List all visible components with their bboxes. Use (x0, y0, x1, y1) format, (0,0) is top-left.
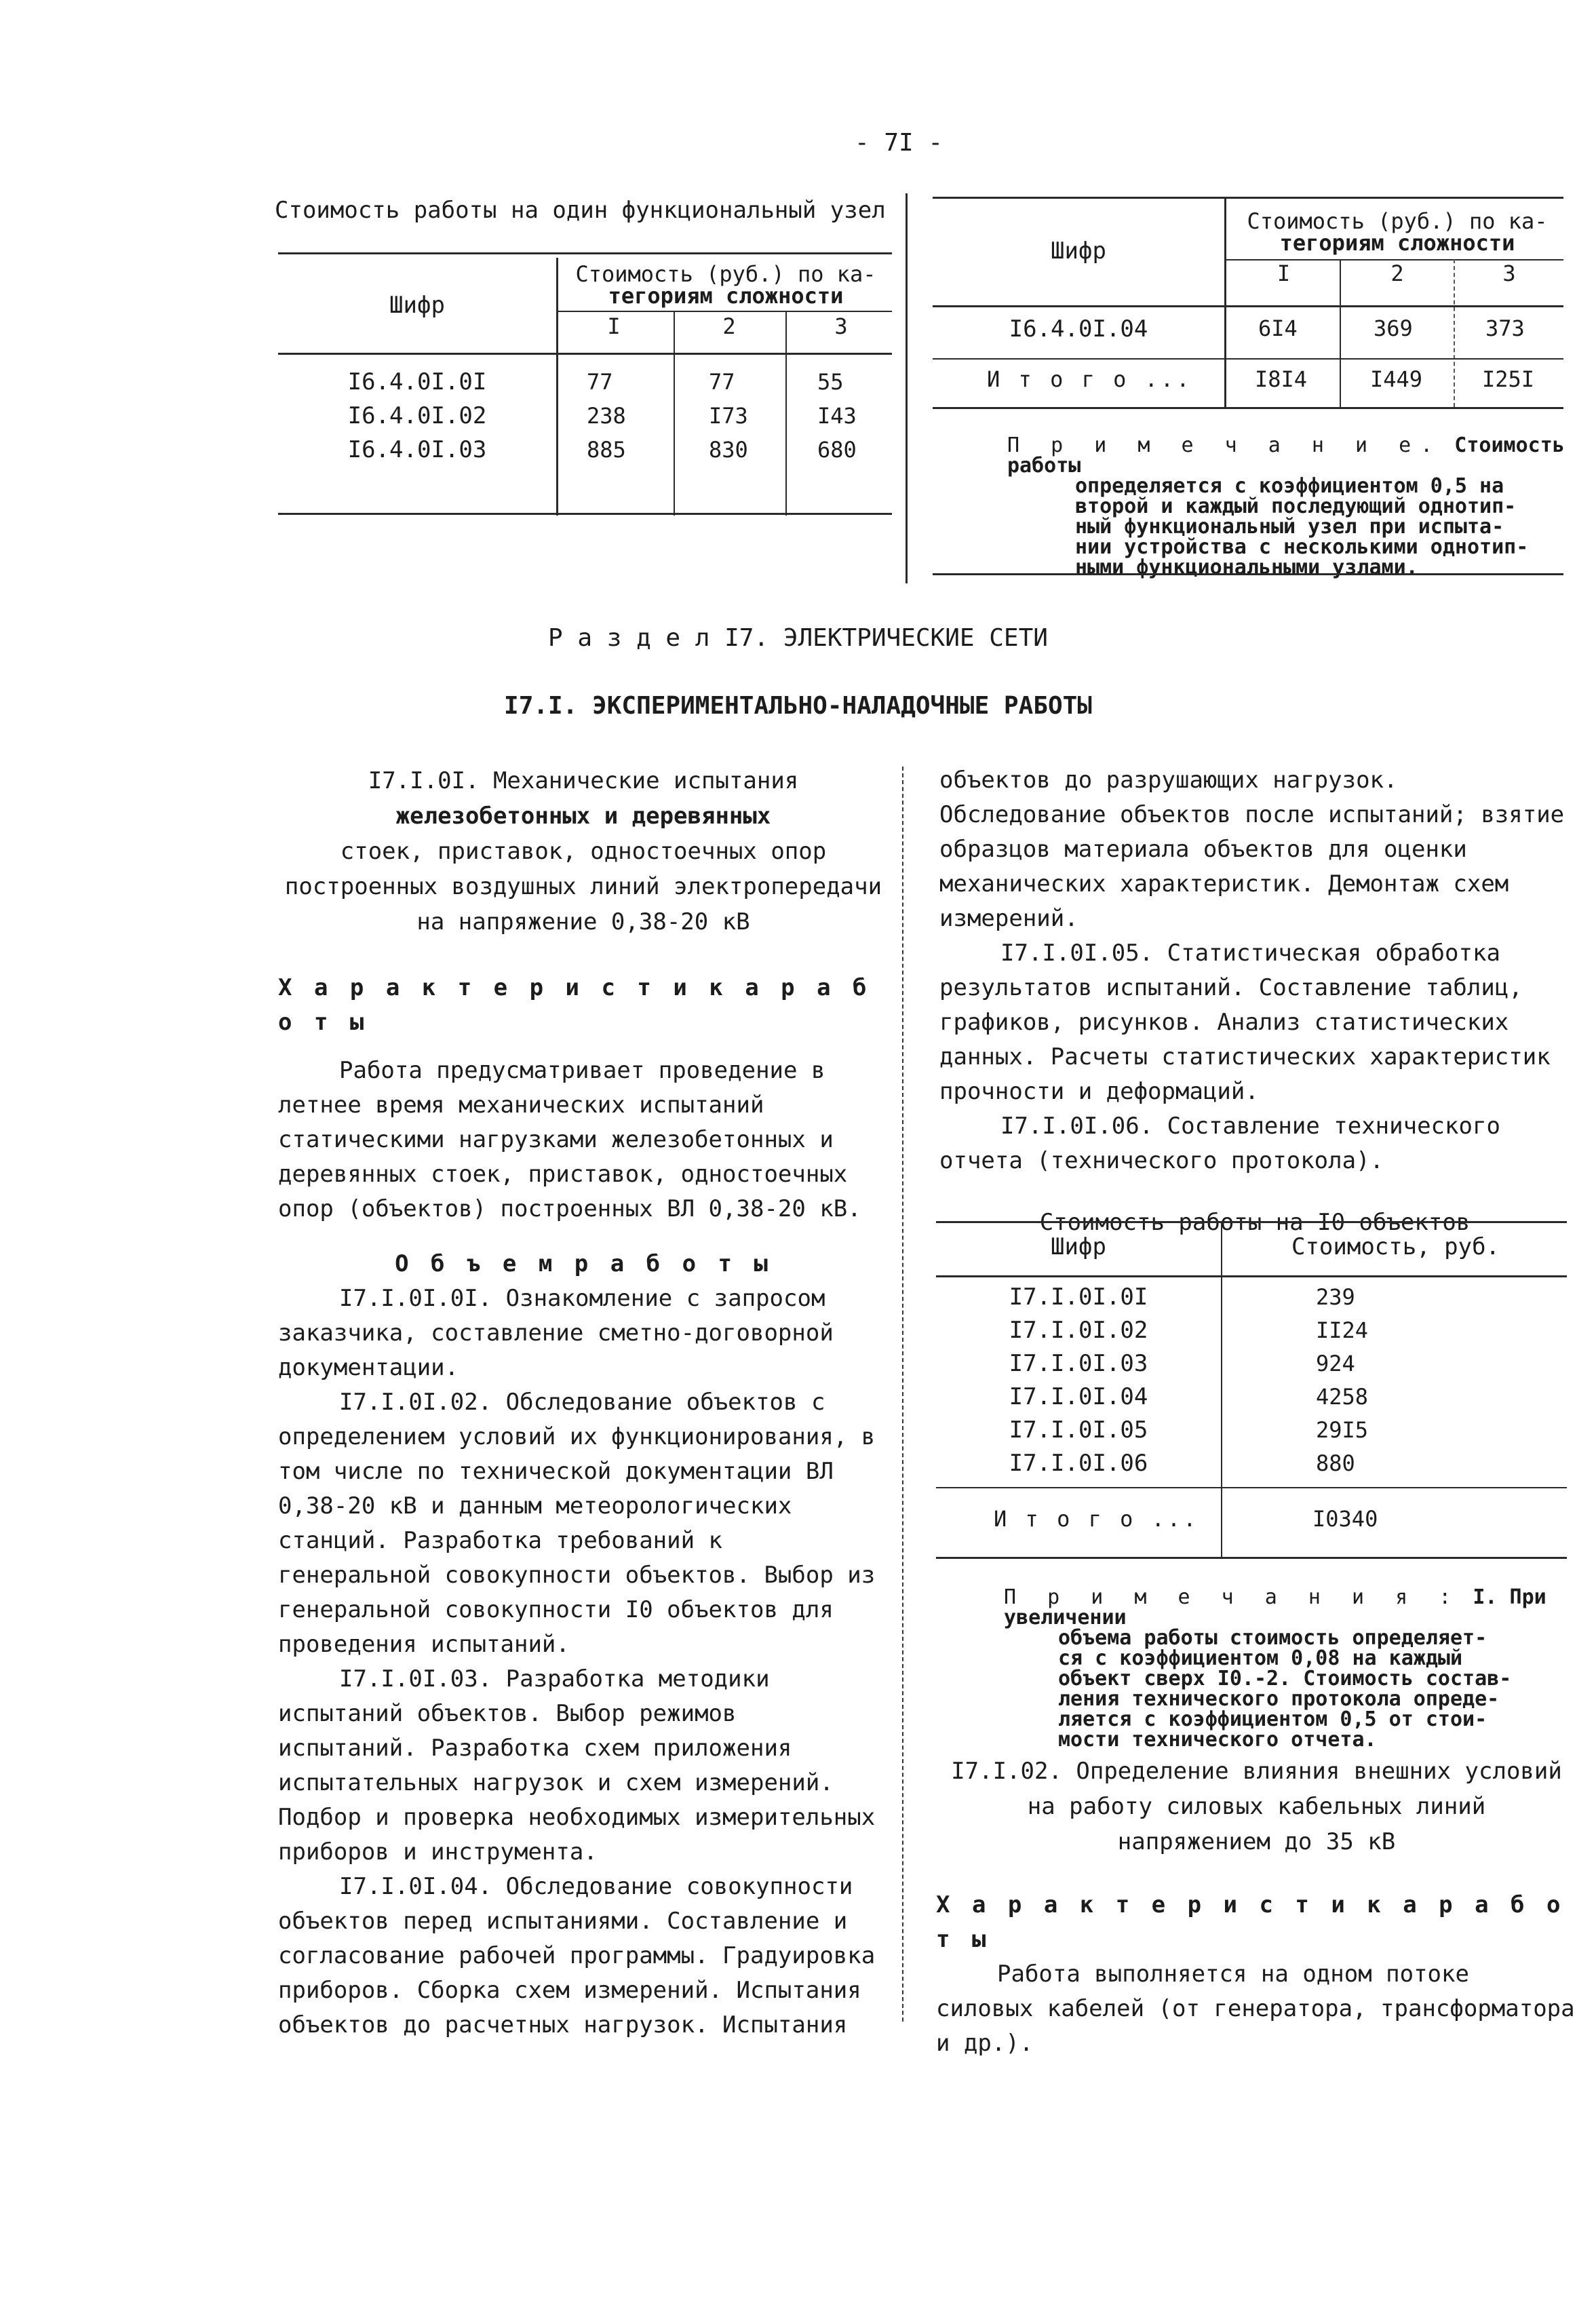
total-cell: I25I (1482, 366, 1535, 392)
table-row-code: I6.4.0I.04 (1009, 315, 1148, 343)
table-caption: Стоимость работы на один функциональный узел (275, 197, 886, 224)
heading-line: на работу силовых кабельных линий (1027, 1793, 1486, 1820)
cell: 238 (587, 403, 626, 429)
note-line-1 (1007, 433, 1570, 478)
table-row-code: I7.I.0I.02 (1009, 1317, 1148, 1344)
cell: 830 (709, 437, 748, 463)
table-top-rule (936, 1221, 1567, 1223)
cell: 55 (817, 369, 844, 395)
heading-line: I7.I.02. Определение влияния внешних условий (951, 1758, 1562, 1785)
cat-1-header: I (1277, 260, 1291, 286)
paragraph-04-continued: объектов до разрушающих нагрузок. Обследование объектов после испытаний; взятие образцов материала объектов для оценки механических характеристик. Демонтаж схем измерений. (939, 767, 1565, 932)
col-code-header: Шифр (389, 292, 445, 319)
cost-table-objects (936, 1221, 1567, 1560)
col-divider (785, 312, 787, 516)
col-cost-header (560, 263, 892, 307)
cost-table-right (933, 197, 1563, 577)
cat3-column (817, 365, 892, 467)
code-column (936, 1281, 1221, 1480)
note-text: Стоимость работы (1007, 433, 1565, 478)
note-line: ный функциональный узел при испыта- (1075, 515, 1504, 539)
paragraph-01: I7.I.0I.0I. Ознакомление с запросом заказчика, составление сметно-договорной документации. (278, 1285, 834, 1381)
cell: 77 (709, 369, 735, 395)
paragraph-02: I7.I.0I.02. Обследование объектов с определением условий их функционирования, в том числе по технической документации ВЛ 0,38-20 кВ и данным метеорологических станций. Разработка требований к генеральной совокупности объектов. Выбор из генеральной совокупности I0 объектов для проведения испытаний. (278, 1389, 876, 1658)
characteristic-text: Работа выполняется на одном потоке силовых кабелей (от генератора, трансформатора и др.). (936, 1960, 1575, 2057)
row-rule (936, 1487, 1567, 1488)
note-line: определяется с коэффициентом 0,5 на (1075, 474, 1504, 498)
cat2-column (709, 365, 783, 467)
note-line: объект сверх I0.-2. Стоимость состав- (1058, 1667, 1512, 1691)
table-bottom-rule (278, 513, 892, 515)
page-number: - 7I - (855, 129, 943, 157)
heading-line: построенных воздушных линий электропередачи (284, 873, 882, 900)
cell: 373 (1485, 315, 1525, 341)
cost-table-left (278, 258, 892, 516)
code-column (278, 365, 556, 467)
table-row-code: I7.I.0I.03 (1009, 1350, 1148, 1377)
column-separator (902, 767, 903, 2022)
table-note (1007, 433, 1570, 579)
cell: I43 (817, 403, 857, 429)
note-line: ления технического протокола опреде- (1058, 1687, 1500, 1711)
column-separator (906, 193, 908, 583)
characteristic-title: Х а р а к т е р и с т и к а р а б о т ы (278, 974, 871, 1036)
col-cost-header-line2: тегориям сложности (608, 283, 844, 309)
note-text: I. При увеличении (1004, 1585, 1546, 1629)
table-row-code: I7.I.0I.05 (1009, 1416, 1148, 1444)
col-cost-header-line2: тегориям сложности (1279, 230, 1515, 256)
paragraph-04: I7.I.0I.04. Обследование совокупности объектов перед испытаниями. Составление и согласование рабочей программы. Градуировка приборов. Сборка схем измерений. Испытания объектов до расчетных нагрузок. Испытания (278, 1873, 876, 2039)
col-cost-header-line1: Стоимость (руб.) по ка- (575, 261, 876, 287)
cell: 77 (587, 369, 613, 395)
cat-3-header: 3 (834, 313, 848, 339)
note-line: нии устройства с несколькими однотип- (1075, 535, 1529, 559)
cat1-column (587, 365, 668, 467)
cell: II24 (1316, 1317, 1369, 1343)
header-bottom-rule (278, 353, 892, 355)
cell: 680 (817, 437, 857, 463)
table-bottom-rule (936, 1557, 1567, 1559)
table-row-code: I7.I.0I.0I (1009, 1283, 1148, 1311)
note-label: П р и м е ч а н и я : (1004, 1585, 1461, 1609)
characteristic-title: Х а р а к т е р и с т и к а р а б о т ы (936, 1891, 1565, 1953)
cost-column (1316, 1281, 1519, 1480)
row-rule (933, 358, 1563, 360)
table-row-code: I6.4.0I.0I (347, 368, 487, 395)
heading-line: напряжением до 35 кВ (1117, 1828, 1396, 1855)
cat-3-header: 3 (1502, 260, 1516, 286)
section-subtitle: I7.I. ЭКСПЕРИМЕНТАЛЬНО-НАЛАДОЧНЫЕ РАБОТЫ (504, 692, 1092, 720)
section-title: Р а з д е л I7. ЭЛЕКТРИЧЕСКИЕ СЕТИ (548, 624, 1048, 652)
cell: 239 (1316, 1284, 1355, 1310)
table-bottom-rule (933, 407, 1563, 409)
note-line: мости технического отчета. (1058, 1728, 1377, 1752)
table-row-code: I6.4.0I.02 (347, 402, 487, 429)
col-divider (1454, 259, 1455, 407)
total-cell: I449 (1370, 366, 1423, 392)
cell: I73 (709, 403, 748, 429)
col-divider (556, 258, 558, 516)
subsection-2 (936, 1754, 1577, 2061)
cell: 369 (1374, 315, 1413, 341)
col-divider (1224, 197, 1226, 407)
heading-line: на напряжение 0,38-20 кВ (416, 908, 750, 935)
table-row-code: I6.4.0I.03 (347, 436, 487, 463)
subsection-heading (936, 1754, 1577, 1859)
paragraph-06: I7.I.0I.06. Составление технического отчета (технического протокола). (939, 1113, 1500, 1174)
header-bottom-rule (933, 305, 1563, 307)
note-label: П р и м е ч а н и е. (1007, 433, 1443, 457)
table-row-code: I7.I.0I.06 (1009, 1450, 1148, 1477)
heading-line: I7.I.0I. Механические испытания (368, 767, 799, 794)
paragraph-05: I7.I.0I.05. Статистическая обработка результатов испытаний. Составление таблиц, графиков, рисунков. Анализ статистических данных. Расчеты статистических характеристик прочности и деформаций. (939, 940, 1551, 1105)
col-cost-header: Стоимость, руб. (1291, 1233, 1500, 1260)
note-line: ными функциональными узлами. (1075, 556, 1418, 579)
col-cost-header (1231, 210, 1563, 254)
right-column (939, 763, 1570, 1240)
paragraph-03: I7.I.0I.03. Разработка методики испытаний объектов. Выбор режимов испытаний. Разработка схем приложения испытательных нагрузок и схем измерений. Подбор и проверка необходимых измерительных приборов и инструмента. (278, 1665, 876, 1866)
subsection-heading (278, 763, 889, 940)
table-note (1004, 1587, 1574, 1750)
total-cell: I0340 (1312, 1506, 1378, 1532)
scope-title: О б ъ е м р а б о т ы (395, 1250, 772, 1277)
col-cost-header-line1: Стоимость (руб.) по ка- (1247, 208, 1548, 234)
total-cell: I8I4 (1255, 366, 1308, 392)
characteristic-text: Работа предусматривает проведение в летнее время механических испытаний статическими нагрузками железобетонных и деревянных стоек, приставок, одностоечных опор (объектов) построенных ВЛ 0,38-20 кВ. (278, 1057, 861, 1222)
cat-2-header: 2 (1390, 260, 1404, 286)
note-line-1 (1004, 1587, 1574, 1628)
table-row-code: I7.I.0I.04 (1009, 1383, 1148, 1410)
header-bottom-rule (936, 1275, 1567, 1277)
cat-2-header: 2 (722, 313, 736, 339)
col-divider (674, 312, 675, 516)
heading-line: стоек, приставок, одностоечных опор (340, 838, 827, 865)
total-label: И т о г о ... (994, 1506, 1199, 1532)
note-line: второй и каждый последующий однотип- (1075, 495, 1517, 518)
heading-line: железобетонных и деревянных (395, 803, 771, 830)
cell: 924 (1316, 1351, 1355, 1376)
col-code-header: Шифр (1051, 1233, 1106, 1260)
header-rule (556, 311, 892, 312)
cat-1-header: I (607, 313, 621, 339)
total-label: И т о г о ... (987, 366, 1192, 392)
col-divider (1221, 1221, 1222, 1557)
note-line: ся с коэффициентом 0,08 на каждый (1058, 1646, 1463, 1670)
cell: 29I5 (1316, 1417, 1369, 1443)
col-code-header: Шифр (1051, 237, 1106, 265)
note-bottom-rule (933, 573, 1563, 575)
cell: 885 (587, 437, 626, 463)
col-divider (1340, 259, 1341, 407)
cell: 4258 (1316, 1384, 1369, 1410)
table-top-rule (278, 252, 892, 254)
table-caption: Стоимость работы на I0 объектов (1039, 1209, 1471, 1236)
cell: 6I4 (1258, 315, 1298, 341)
left-column (278, 763, 889, 2043)
cell: 880 (1316, 1450, 1355, 1476)
note-line: ляется с коэффициентом 0,5 от стои- (1058, 1707, 1487, 1731)
note-line: объема работы стоимость определяет- (1058, 1626, 1487, 1650)
